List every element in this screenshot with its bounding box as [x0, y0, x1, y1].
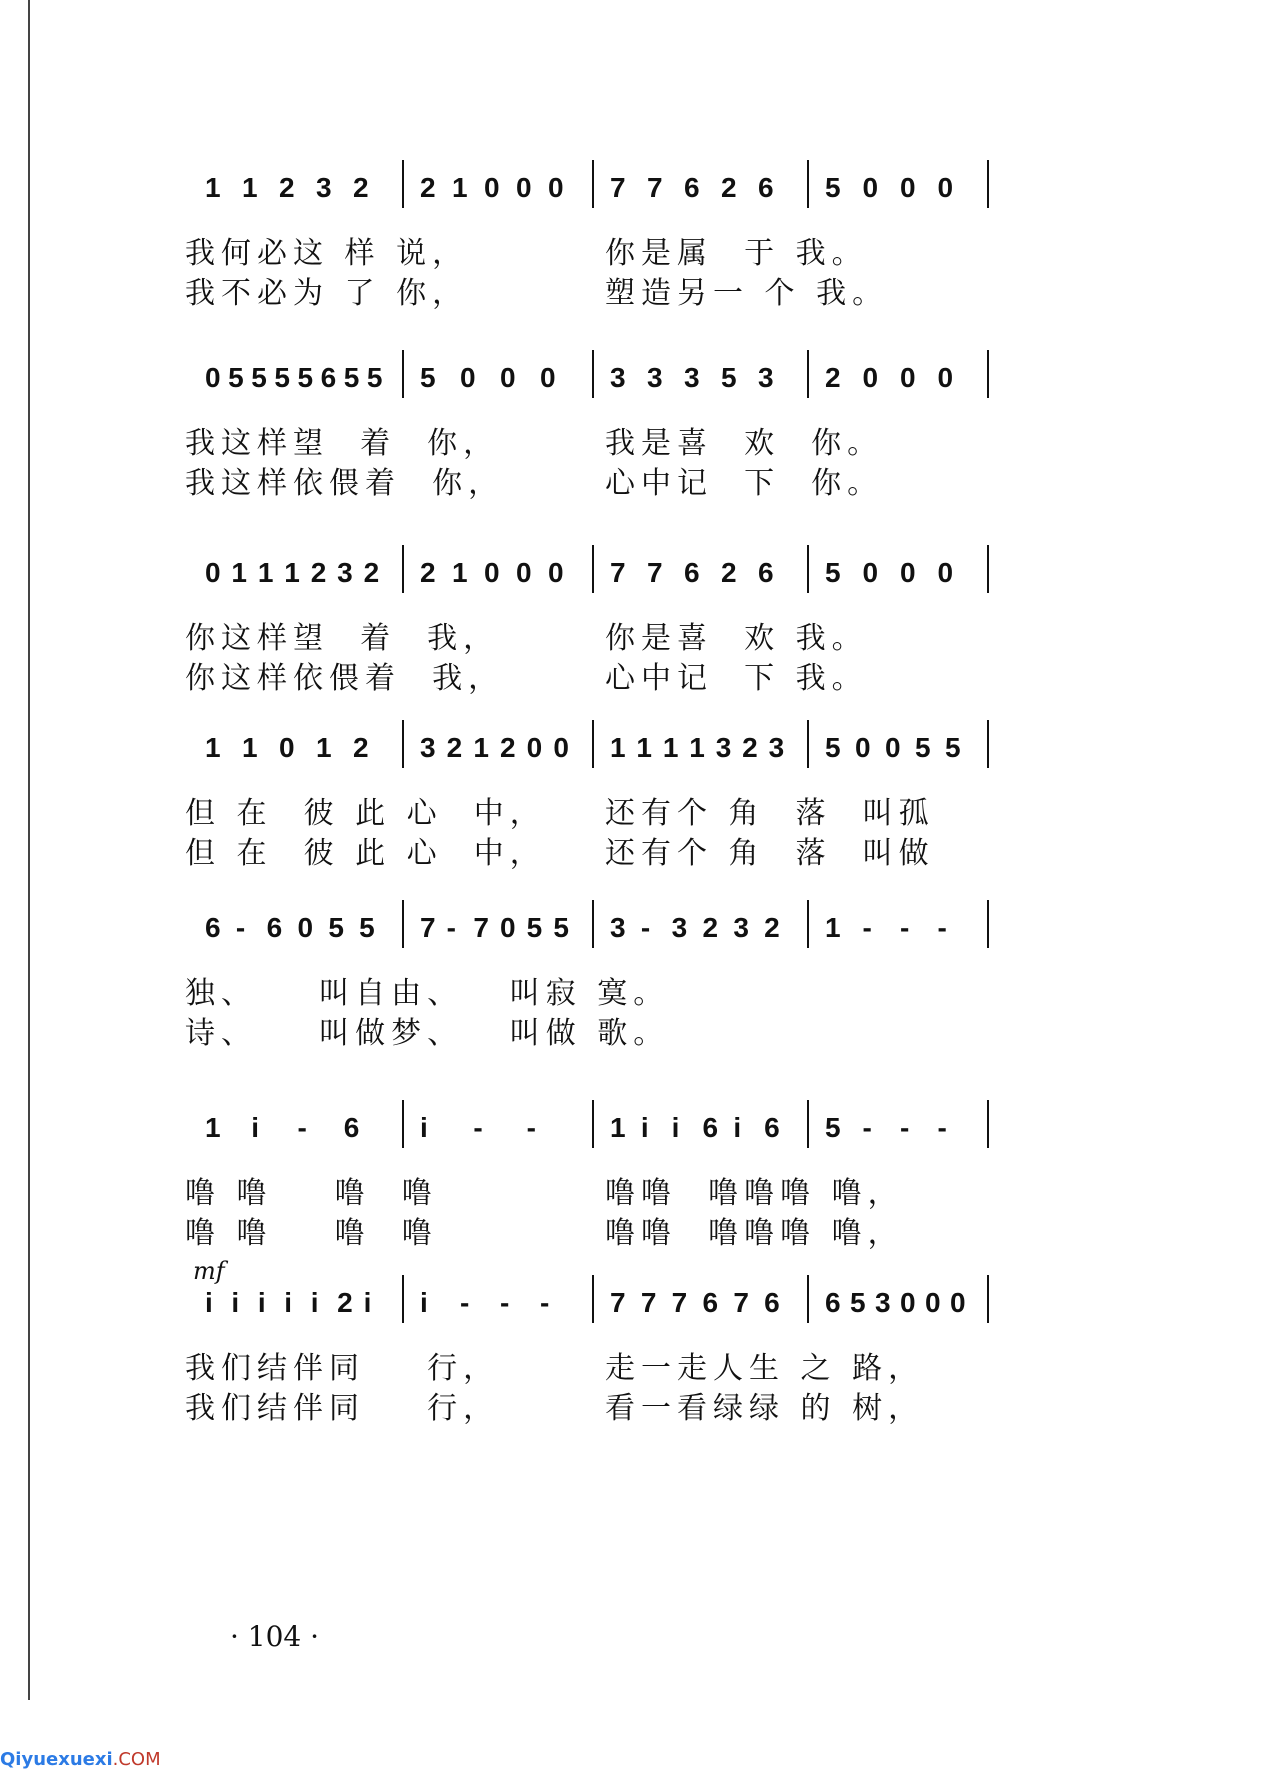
note: 1 [610, 1112, 626, 1143]
note: 0 [553, 732, 569, 763]
note: 5 [297, 362, 314, 393]
note: 1 [284, 557, 300, 588]
note: 3 [610, 912, 626, 943]
notes-row [195, 1100, 1115, 1160]
note: 5 [721, 362, 737, 393]
note: 6 [343, 1112, 360, 1143]
lyric-line: 心中记 下 你。 [605, 466, 884, 501]
note: 7 [473, 912, 489, 943]
notes-row [195, 900, 1115, 960]
note: - [862, 912, 872, 943]
note: 0 [516, 172, 532, 203]
note: 0 [900, 557, 916, 588]
note: 5 [251, 362, 267, 393]
note: 7 [420, 912, 436, 943]
note: - [460, 1287, 470, 1318]
lyric-line: 噜 噜 噜 噜 [185, 1176, 438, 1211]
note: - [297, 1112, 307, 1143]
note: - [500, 1287, 510, 1318]
note: 3 [875, 1287, 891, 1318]
watermark-footer [0, 1749, 161, 1770]
bar-line [592, 160, 594, 208]
note: 6 [702, 1112, 719, 1143]
note: i [310, 1287, 319, 1318]
note: - [526, 1112, 536, 1143]
note: 0 [548, 557, 564, 588]
dynamic-marking: mf [193, 1257, 225, 1285]
bar-line [807, 1100, 809, 1148]
note: - [235, 912, 246, 943]
note: i [205, 1287, 213, 1318]
note: i [284, 1287, 293, 1318]
note: - [862, 1112, 872, 1143]
lyric-line: 还有个 角 落 叫做 [605, 836, 935, 871]
note: 0 [937, 557, 954, 588]
note: 0 [460, 362, 476, 393]
note: 5 [328, 912, 344, 943]
note: - [937, 1112, 947, 1143]
note: 2 [337, 1287, 353, 1318]
lyric-line: 你是属 于 我。 [605, 236, 868, 271]
bar-line [987, 350, 989, 398]
note: 1 [257, 557, 274, 588]
bar-line [592, 1100, 594, 1148]
lyric-line: 还有个 角 落 叫孤 [605, 796, 935, 831]
note: 2 [353, 172, 369, 203]
note: 5 [228, 362, 244, 393]
bar-line [987, 1275, 989, 1323]
lyric-line: 我不必为 了 你， [185, 276, 469, 311]
note: 7 [671, 1287, 688, 1318]
bar-line [807, 720, 809, 768]
note: 2 [721, 172, 737, 203]
notes-row [195, 160, 1115, 220]
note: 1 [452, 557, 468, 588]
bar-line [402, 160, 404, 208]
note: 3 [684, 362, 700, 393]
bar-line [592, 350, 594, 398]
bar-line [592, 545, 594, 593]
note: 0 [540, 362, 556, 393]
lyric-line: 我何必这 样 说， [185, 236, 469, 271]
bar-line [807, 350, 809, 398]
lyric-line: 你这样依偎着 我， [185, 661, 505, 696]
note: 1 [636, 732, 652, 763]
note: 5 [825, 1112, 841, 1143]
note: i [257, 1287, 266, 1318]
note: 1 [662, 732, 679, 763]
note: - [446, 912, 456, 943]
lyric-line: 心中记 下 我。 [605, 661, 868, 696]
note: 6 [825, 1287, 841, 1318]
note: 5 [420, 362, 436, 393]
lyric-line: 但 在 彼 此 心 中， [185, 836, 546, 871]
note: 0 [297, 912, 314, 943]
note: 6 [758, 172, 774, 203]
bar-line [402, 720, 404, 768]
note: 2 [446, 732, 463, 763]
lyric-line: 噜噜 噜噜噜 噜， [605, 1216, 904, 1251]
note: 0 [484, 557, 500, 588]
note: 0 [862, 172, 879, 203]
note: 0 [900, 362, 916, 393]
notes-row [195, 350, 1115, 410]
note: 3 [733, 912, 749, 943]
note: 6 [702, 1287, 719, 1318]
bar-line [592, 720, 594, 768]
note: 0 [900, 172, 916, 203]
bar-line [987, 545, 989, 593]
bar-line [987, 900, 989, 948]
note: 5 [553, 912, 569, 943]
lyric-line: 我是喜 欢 你。 [605, 426, 884, 461]
note: - [540, 1287, 550, 1318]
notes-row [195, 720, 1115, 780]
note: 6 [684, 172, 700, 203]
note: i [420, 1287, 428, 1318]
note: 1 [242, 732, 258, 763]
note: 3 [316, 172, 332, 203]
note: 5 [850, 1287, 866, 1318]
note: 1 [610, 732, 626, 763]
note: - [900, 912, 910, 943]
bar-line [807, 900, 809, 948]
note: 3 [647, 362, 663, 393]
note: 1 [205, 732, 221, 763]
notes-row [195, 545, 1115, 605]
footer-brand: Qiyuexuexi [0, 1749, 113, 1770]
lyric-line: 我们结伴同 行， [185, 1391, 500, 1426]
bar-line [807, 545, 809, 593]
bar-line [807, 1275, 809, 1323]
note: 1 [825, 912, 841, 943]
note: i [251, 1112, 260, 1143]
note: 7 [610, 1287, 626, 1318]
note: 5 [825, 732, 841, 763]
lyric-line: 我们结伴同 行， [185, 1351, 500, 1386]
note: 2 [420, 557, 436, 588]
note: i [363, 1287, 372, 1318]
note: 1 [205, 172, 221, 203]
note: 2 [420, 172, 436, 203]
note: i [733, 1112, 742, 1143]
note: 6 [764, 1287, 780, 1318]
bar-line [987, 720, 989, 768]
bar-line [592, 900, 594, 948]
note: 0 [855, 732, 871, 763]
lyric-line: 噜噜 噜噜噜 噜， [605, 1176, 904, 1211]
note: 2 [702, 912, 719, 943]
note: 3 [337, 557, 353, 588]
note: 0 [862, 362, 879, 393]
note: 1 [242, 172, 258, 203]
lyric-line: 独、 叫自由、 叫寂 寞。 [185, 976, 670, 1011]
notes-row [195, 1275, 1115, 1335]
note: 2 [825, 362, 841, 393]
note: 0 [937, 172, 954, 203]
lyric-line: 我这样依偎着 你， [185, 466, 505, 501]
note: 1 [316, 732, 332, 763]
note: 0 [950, 1287, 966, 1318]
bar-line [402, 1275, 404, 1323]
note: 6 [764, 1112, 780, 1143]
bar-line [402, 350, 404, 398]
note: 3 [610, 362, 626, 393]
bar-line [402, 1100, 404, 1148]
note: i [231, 1287, 240, 1318]
note: 1 [473, 732, 489, 763]
note: 6 [205, 912, 221, 943]
note: 0 [885, 732, 901, 763]
note: i [420, 1112, 428, 1143]
note: 0 [548, 172, 564, 203]
bar-line [807, 160, 809, 208]
note: 2 [721, 557, 737, 588]
note: 7 [640, 1287, 657, 1318]
lyric-line: 诗、 叫做梦、 叫做 歌。 [185, 1016, 670, 1051]
page-number: · 104 · [230, 1620, 320, 1653]
note: 0 [900, 1287, 916, 1318]
note: 6 [758, 557, 774, 588]
note: 5 [825, 557, 841, 588]
note: 5 [274, 362, 290, 393]
note: - [937, 912, 947, 943]
note: 3 [768, 732, 785, 763]
footer-domain: .COM [112, 1749, 161, 1770]
note: 1 [452, 172, 468, 203]
note: 2 [363, 557, 380, 588]
lyric-line: 塑造另一 个 我。 [605, 276, 889, 311]
note: 5 [343, 362, 360, 393]
note: 2 [764, 912, 780, 943]
note: 3 [671, 912, 688, 943]
note: 3 [758, 362, 774, 393]
note: 0 [279, 732, 295, 763]
bar-line [402, 900, 404, 948]
note: - [900, 1112, 910, 1143]
note: 2 [500, 732, 516, 763]
note: i [671, 1112, 680, 1143]
note: 3 [420, 732, 436, 763]
note: 7 [610, 172, 626, 203]
note: 5 [526, 912, 543, 943]
note: 1 [205, 1112, 221, 1143]
note: 5 [366, 362, 383, 393]
note: 2 [279, 172, 295, 203]
note: 6 [684, 557, 700, 588]
note: 5 [825, 172, 841, 203]
lyric-line: 你这样望 着 我， [185, 621, 500, 656]
note: 0 [862, 557, 879, 588]
lyric-line: 你是喜 欢 我。 [605, 621, 868, 656]
note: 7 [647, 172, 663, 203]
note: 7 [733, 1287, 749, 1318]
note: 2 [353, 732, 369, 763]
note: 0 [526, 732, 543, 763]
note: 6 [320, 362, 337, 393]
note: 6 [266, 912, 283, 943]
note: 1 [689, 732, 705, 763]
note: 5 [915, 732, 931, 763]
note: 0 [937, 362, 954, 393]
lyric-line: 看一看绿绿 的 树， [605, 1391, 925, 1426]
note: 0 [484, 172, 500, 203]
lyric-line: 噜 噜 噜 噜 [185, 1216, 438, 1251]
note: 2 [742, 732, 758, 763]
note: i [640, 1112, 649, 1143]
bar-line [987, 160, 989, 208]
note: 0 [205, 362, 221, 393]
note: 7 [610, 557, 626, 588]
lyric-line: 走一走人生 之 路， [605, 1351, 925, 1386]
bar-line [402, 545, 404, 593]
note: 5 [359, 912, 375, 943]
note: 0 [500, 362, 516, 393]
note: 7 [647, 557, 663, 588]
note: 5 [945, 732, 961, 763]
note: - [473, 1112, 483, 1143]
note: 3 [715, 732, 732, 763]
page-margin-line [28, 0, 30, 1700]
note: 1 [231, 557, 247, 588]
bar-line [592, 1275, 594, 1323]
note: 0 [500, 912, 516, 943]
lyric-line: 但 在 彼 此 心 中， [185, 796, 546, 831]
note: - [640, 912, 651, 943]
note: 2 [310, 557, 327, 588]
lyric-line: 我这样望 着 你， [185, 426, 500, 461]
note: 0 [205, 557, 221, 588]
bar-line [987, 1100, 989, 1148]
note: 0 [516, 557, 532, 588]
note: 0 [925, 1287, 941, 1318]
